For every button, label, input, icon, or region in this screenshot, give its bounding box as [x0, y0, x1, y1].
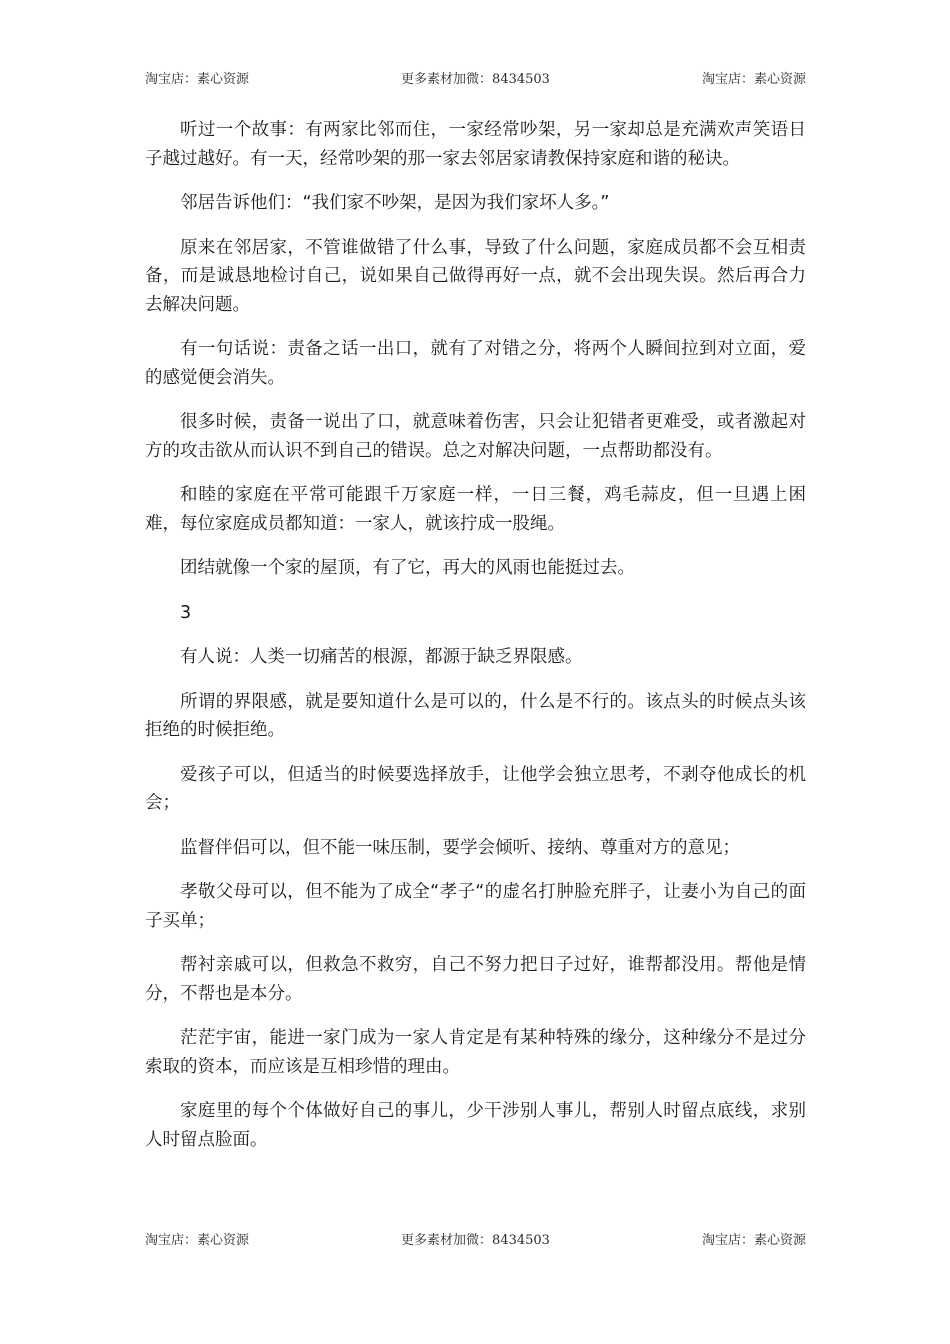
section-number: 3 [180, 602, 192, 623]
page-footer [145, 1229, 806, 1249]
footer-center-text: 更多素材加微：8434503 [401, 1233, 550, 1248]
paragraph: 邻居告诉他们：“我们家不吵架，是因为我们家坏人多。” [180, 193, 610, 213]
paragraph: 有人说：人类一切痛苦的根源，都源于缺乏界限感。 [180, 647, 583, 667]
paragraph: 家庭里的每个个体做好自己的事儿，少干涉别人事儿，帮别人时留点底线，求别人时留点脸面。 [145, 1101, 806, 1150]
paragraph: 很多时候，责备一说出了口，就意味着伤害，只会让犯错者更难受，或者激起对方的攻击欲从而认识不到自己的错误。总之对解决问题，一点帮助都没有。 [145, 412, 806, 461]
paragraph: 听过一个故事：有两家比邻而住，一家经常吵架，另一家却总是充满欢声笑语日子越过越好。有一天，经常吵架的那一家去邻居家请教保持家庭和谐的秘诀。 [145, 120, 806, 169]
page-header [145, 68, 806, 88]
article-body [145, 116, 806, 1170]
paragraph: 监督伴侣可以，但不能一味压制，要学会倾听、接纳、尊重对方的意见； [180, 837, 740, 858]
paragraph: 孝敬父母可以，但不能为了成全“孝子“的虚名打肿脸充胖子，让妻小为自己的面子买单； [145, 882, 806, 931]
paragraph: 茫茫宇宙，能进一家门成为一家人肯定是有某种特殊的缘分，这种缘分不是过分索取的资本，而应该是互相珍惜的理由。 [145, 1028, 806, 1077]
header-center-text: 更多素材加微：8434503 [401, 72, 550, 87]
paragraph: 原来在邻居家，不管谁做错了什么事，导致了什么问题，家庭成员都不会互相责备，而是诚恳地检讨自己，说如果自己做得再好一点，就不会出现失误。然后再合力去解决问题。 [145, 237, 806, 315]
header-right-text: 淘宝店：素心资源 [701, 72, 806, 87]
paragraph: 有一句话说：责备之话一出口，就有了对错之分，将两个人瞬间拉到对立面，爱的感觉便会消失。 [145, 339, 806, 388]
paragraph: 和睦的家庭在平常可能跟千万家庭一样，一日三餐，鸡毛蒜皮，但一旦遇上困难，每位家庭成员都知道：一家人，就该拧成一股绳。 [145, 485, 806, 534]
paragraph: 爱孩子可以，但适当的时候要选择放手，让他学会独立思考，不剥夺他成长的机会； [145, 764, 806, 813]
footer-right-text: 淘宝店：素心资源 [701, 1233, 806, 1248]
header-left-text: 淘宝店：素心资源 [145, 72, 250, 87]
footer-left-text: 淘宝店：素心资源 [145, 1233, 250, 1248]
paragraph: 帮衬亲戚可以，但救急不救穷，自己不努力把日子过好，谁帮都没用。帮他是情分，不帮也是本分。 [145, 955, 806, 1004]
paragraph: 所谓的界限感，就是要知道什么是可以的，什么是不行的。该点头的时候点头该拒绝的时候拒绝。 [145, 691, 806, 740]
paragraph: 团结就像一个家的屋顶，有了它，再大的风雨也能挺过去。 [180, 558, 635, 578]
